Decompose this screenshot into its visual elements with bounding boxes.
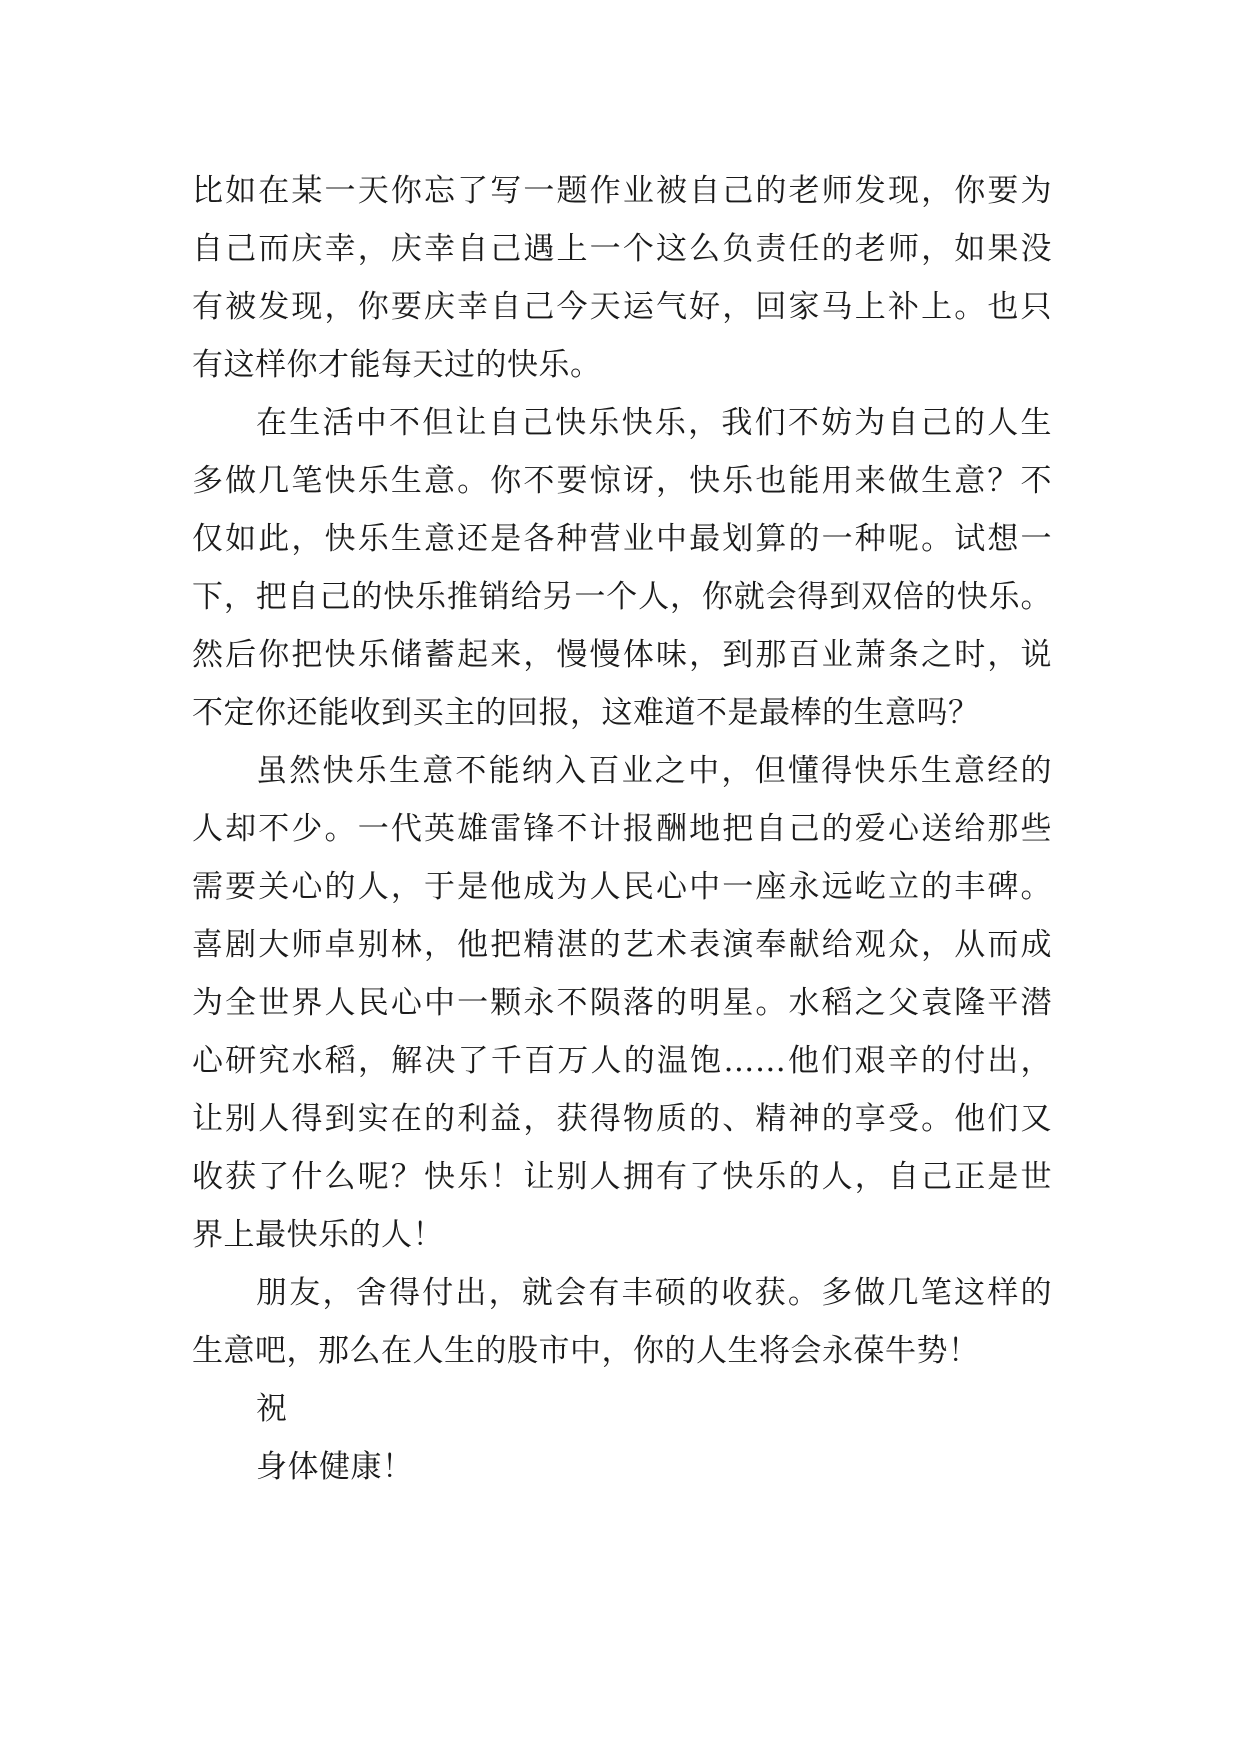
- closing-salutation: 祝: [256, 1391, 288, 1427]
- paragraph-1: [192, 162, 1052, 394]
- paragraph-2: [192, 394, 1052, 742]
- text-line: 生意吧，那么在人生的股市中，你的人生将会永葆牛势！: [192, 1333, 980, 1369]
- text-line: 下，把自己的快乐推销给另一个人，你就会得到双倍的快乐。: [192, 579, 1052, 615]
- text-line: 收获了什么呢？快乐！让别人拥有了快乐的人，自己正是世: [192, 1159, 1052, 1195]
- text-line: 心研究水稻，解决了千百万人的温饱……他们艰辛的付出，: [192, 1043, 1052, 1079]
- paragraph-3: [192, 742, 1052, 1264]
- text-line: 多做几笔快乐生意。你不要惊讶，快乐也能用来做生意？不: [192, 463, 1052, 499]
- text-line: 为全世界人民心中一颗永不陨落的明星。水稻之父袁隆平潜: [192, 985, 1052, 1021]
- text-line: 在生活中不但让自己快乐快乐，我们不妨为自己的人生: [256, 405, 1052, 441]
- letter-closing: [192, 1380, 1052, 1496]
- text-line: 虽然快乐生意不能纳入百业之中，但懂得快乐生意经的: [256, 753, 1052, 789]
- text-line: 让别人得到实在的利益，获得物质的、精神的享受。他们又: [192, 1101, 1052, 1137]
- text-line: 喜剧大师卓别林，他把精湛的艺术表演奉献给观众，从而成: [192, 927, 1052, 963]
- text-line: 然后你把快乐储蓄起来，慢慢体味，到那百业萧条之时，说: [192, 637, 1052, 673]
- text-line: 有被发现，你要庆幸自己今天运气好，回家马上补上。也只: [192, 289, 1052, 325]
- text-line: 人却不少。一代英雄雷锋不计报酬地把自己的爱心送给那些: [192, 811, 1052, 847]
- document-body: [192, 162, 1052, 1496]
- text-line: 比如在某一天你忘了写一题作业被自己的老师发现，你要为: [192, 173, 1052, 209]
- closing-wish: 身体健康！: [256, 1449, 414, 1485]
- text-line: 仅如此，快乐生意还是各种营业中最划算的一种呢。试想一: [192, 521, 1052, 557]
- text-line: 有这样你才能每天过的快乐。: [192, 347, 602, 383]
- paragraph-4: [192, 1264, 1052, 1380]
- text-line: 自己而庆幸，庆幸自己遇上一个这么负责任的老师，如果没: [192, 231, 1052, 267]
- text-line: 需要关心的人，于是他成为人民心中一座永远屹立的丰碑。: [192, 869, 1052, 905]
- text-line: 朋友，舍得付出，就会有丰硕的收获。多做几笔这样的: [256, 1275, 1052, 1311]
- text-line: 不定你还能收到买主的回报，这难道不是最棒的生意吗？: [192, 695, 980, 731]
- text-line: 界上最快乐的人！: [192, 1217, 444, 1253]
